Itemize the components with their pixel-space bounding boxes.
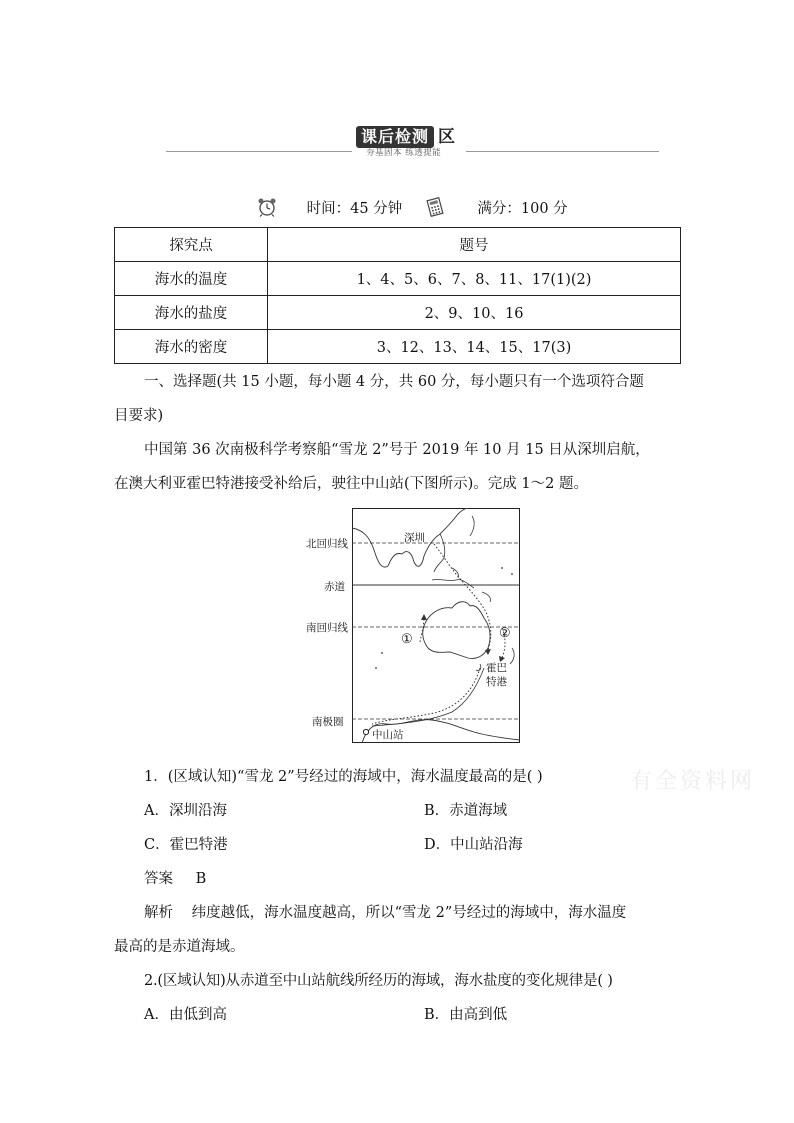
analysis-label: 解析 <box>144 905 173 921</box>
question-2-option-a: A．由低到高 <box>144 1007 227 1023</box>
question-1-option-b: B．赤道海域 <box>424 803 508 819</box>
topics-table <box>114 227 681 364</box>
table-row <box>115 296 681 330</box>
table-cell-topic: 海水的盐度 <box>115 296 268 330</box>
label-antarctic-circle: 南极圈 <box>312 716 344 728</box>
section-heading-line2: 目要求) <box>114 408 164 424</box>
zhongshan-marker <box>363 729 368 734</box>
analysis-text: 纬度越低，海水温度越高，所以“雪龙 2”号经过的海域中，海水温度 <box>191 905 627 921</box>
question-2-option-b: B．由高到低 <box>424 1007 508 1023</box>
label-tropic-cancer: 北回归线 <box>306 538 348 550</box>
answer-value: B <box>195 871 207 887</box>
table-cell-questions: 3、12、13、14、15、17(3) <box>268 330 681 364</box>
analysis-line1 <box>144 901 626 922</box>
time-score-row <box>256 197 568 221</box>
table-cell-topic: 海水的密度 <box>115 330 268 364</box>
label-shenzhen: 深圳 <box>404 532 425 544</box>
question-1-option-d: D．中山站沿海 <box>424 837 523 853</box>
question-1-option-a: A．深圳沿海 <box>144 803 227 819</box>
banner-suffix: 区 <box>438 127 455 147</box>
table-row <box>115 330 681 364</box>
score-label: 满分：100 分 <box>477 201 568 217</box>
banner-title: 课后检测 <box>356 126 434 148</box>
table-row <box>115 262 681 296</box>
header-rule-right <box>466 151 659 152</box>
intro-line1: 中国第 36 次南极科学考察船“雪龙 2”号于 2019 年 10 月 15 日从深圳启航， <box>144 442 650 458</box>
label-equator: 赤道 <box>324 581 345 593</box>
table-header-questions: 题号 <box>268 228 681 262</box>
label-tropic-capricorn: 南回归线 <box>306 622 348 634</box>
analysis-line2: 最高的是赤道海域。 <box>114 939 245 955</box>
calculator-note-icon <box>425 197 445 221</box>
label-route-1: ① <box>401 632 413 647</box>
answer-row <box>144 867 206 888</box>
label-hobart-1: 霍巴 <box>486 662 507 674</box>
intro-line2: 在澳大利亚霍巴特港接受补给后，驶往中山站(下图所示)。完成 1～2 题。 <box>114 476 588 492</box>
banner-subtitle: 夯基固本 练透提能 <box>366 148 442 158</box>
alarm-clock-icon <box>256 197 278 221</box>
question-1-stem: 1．(区域认知)“雪龙 2”号经过的海域中，海水温度最高的是( ) <box>144 769 543 785</box>
label-zhongshan: 中山站 <box>372 729 404 741</box>
section-heading-line1: 一、选择题(共 15 小题，每小题 4 分，共 60 分，每小题只有一个选项符合题 <box>144 374 644 390</box>
label-hobart-2: 特港 <box>486 676 507 688</box>
header-rule-left <box>166 151 352 152</box>
watermark: 有全资料网 <box>630 769 756 794</box>
table-cell-questions: 1、4、5、6、7、8、11、17(1)(2) <box>268 262 681 296</box>
table-cell-topic: 海水的温度 <box>115 262 268 296</box>
table-header-row <box>115 228 681 262</box>
table-cell-questions: 2、9、10、16 <box>268 296 681 330</box>
answer-label: 答案 <box>144 871 173 887</box>
question-1-option-c: C．霍巴特港 <box>144 837 228 853</box>
label-route-2: ② <box>499 626 511 641</box>
time-label: 时间：45 分钟 <box>306 201 403 217</box>
table-header-topic: 探究点 <box>115 228 268 262</box>
route-map <box>352 508 520 743</box>
question-2-stem: 2.(区域认知)从赤道至中山站航线所经历的海域，海水盐度的变化规律是( ) <box>144 973 613 989</box>
